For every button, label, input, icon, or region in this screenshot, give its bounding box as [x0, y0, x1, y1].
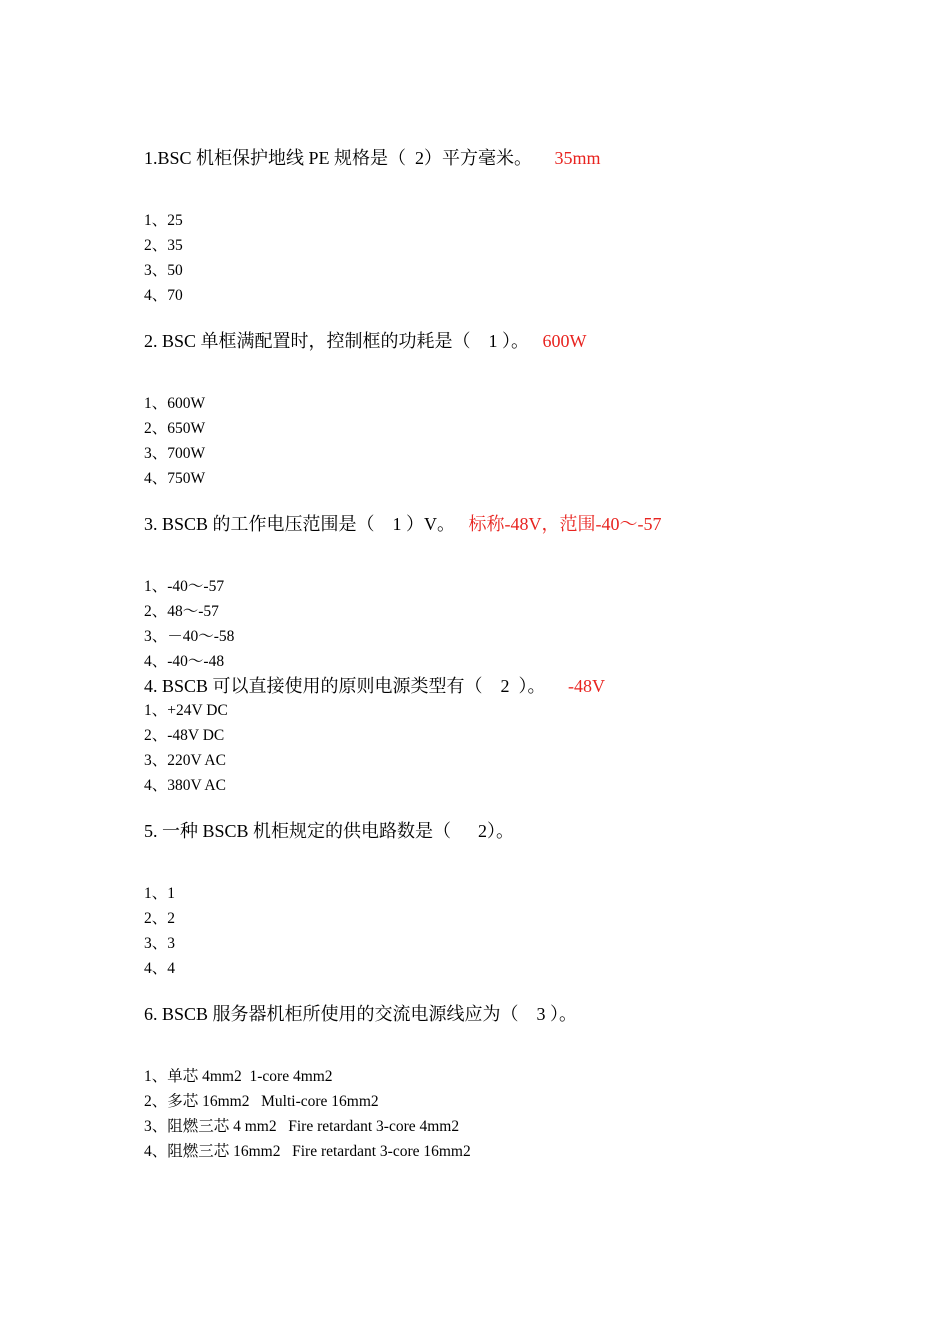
question-3-answer: 标称-48V，范围-40～-57 [468, 514, 662, 534]
question-5-option-4: 4、4 [144, 960, 176, 977]
question-3-title [144, 512, 662, 536]
question-5-option-1: 1、1 [144, 885, 176, 902]
question-2-title [144, 329, 587, 353]
question-3-text: 3. BSCB 的工作电压范围是（ 1 ）V。 [144, 514, 456, 534]
question-4-option-4: 4、380V AC [144, 777, 226, 794]
question-6-option-3: 3、阻燃三芯 4 mm2 Fire retardant 3-core 4mm2 [144, 1118, 460, 1135]
question-3-option-2: 2、48～-57 [144, 603, 219, 620]
question-2-answer: 600W [542, 331, 587, 351]
question-5-title [144, 819, 514, 843]
question-6-title [144, 1002, 577, 1026]
question-1-option-4: 4、70 [144, 287, 183, 304]
question-3-option-1: 1、-40～-57 [144, 578, 225, 595]
question-6-option-1: 1、单芯 4mm2 1-core 4mm2 [144, 1068, 333, 1085]
question-6-option-2: 2、多芯 16mm2 Multi-core 16mm2 [144, 1093, 379, 1110]
question-4-option-2: 2、-48V DC [144, 727, 225, 744]
question-3-option-3: 3、－40～-58 [144, 628, 235, 645]
question-4-option-1: 1、+24V DC [144, 702, 228, 719]
question-1-option-1: 1、25 [144, 212, 183, 229]
question-1-answer: 35mm [554, 148, 601, 168]
question-6-option-4: 4、阻燃三芯 16mm2 Fire retardant 3-core 16mm2 [144, 1143, 471, 1160]
question-2-option-1: 1、600W [144, 395, 206, 412]
question-1-option-3: 3、50 [144, 262, 183, 279]
question-5-text: 5. 一种 BSCB 机柜规定的供电路数是（ 2）。 [144, 821, 515, 841]
question-1-text: 1.BSC 机柜保护地线 PE 规格是（ 2）平方毫米。 [144, 148, 533, 168]
question-1-title [144, 146, 601, 170]
question-6-text: 6. BSCB 服务器机柜所使用的交流电源线应为（ 3 ）。 [144, 1004, 578, 1024]
question-2-option-2: 2、650W [144, 420, 206, 437]
question-4-option-3: 3、220V AC [144, 752, 226, 769]
question-5-option-3: 3、3 [144, 935, 176, 952]
question-4-answer: -48V [568, 676, 606, 696]
question-3-option-4: 4、-40～-48 [144, 653, 225, 670]
question-5-option-2: 2、2 [144, 910, 176, 927]
question-2-option-4: 4、750W [144, 470, 206, 487]
question-4-title [144, 674, 605, 698]
question-1-option-2: 2、35 [144, 237, 183, 254]
question-4-text: 4. BSCB 可以直接使用的原则电源类型有（ 2 ）。 [144, 676, 546, 696]
question-2-text: 2. BSC 单框满配置时，控制框的功耗是（ 1 ）。 [144, 331, 530, 351]
question-2-option-3: 3、700W [144, 445, 206, 462]
